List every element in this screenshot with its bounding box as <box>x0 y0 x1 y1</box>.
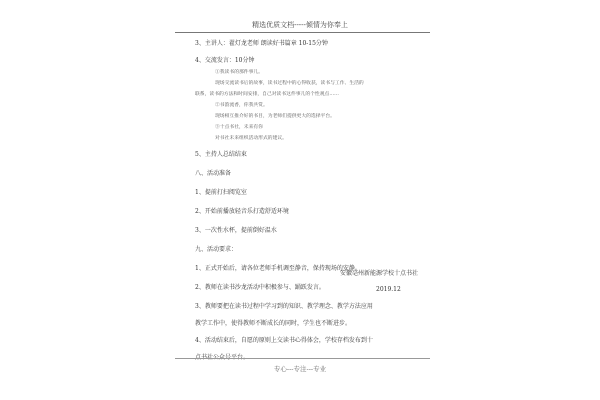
sub-item-1: ①我读书的那件事儿。 <box>215 70 263 75</box>
requirement-3-line-2: 教学工作中，使得教师不断成长的同时，学生也不断进步。 <box>195 320 352 327</box>
page-header: 精选优质文档-----倾情为你奉上 <box>252 21 348 29</box>
signature-date: 2019.12 <box>376 286 401 293</box>
item-4-discussion: 4、交流发言：10分钟 <box>195 57 255 64</box>
footer-divider <box>175 358 430 359</box>
signature-org: 安徽亳州新能源学校十点书社 <box>340 270 419 277</box>
sub-item-2-desc: 现场相互推介好的书目，为老师们提供更大的选择平台。 <box>215 114 335 119</box>
requirement-1: 1、正式开始后，请各位老师手机调至静音，保持现场的安静。 <box>195 265 361 272</box>
section-9-heading: 九、活动要求： <box>195 246 238 253</box>
requirement-3-line-1: 3、教师要把在读书过程中学习到的知识、教学理念、教学方法应用 <box>195 303 373 310</box>
page-footer: 专心---专注---专业 <box>273 365 327 373</box>
sub-item-2: ②书韵流香，你我共赏。 <box>215 103 268 108</box>
prep-item-1: 1、提前打扫阅览室 <box>195 189 247 196</box>
prep-item-3: 3、一次性水杯，提前倒好温水 <box>195 227 277 234</box>
item-5-closing: 5、主持人总结结束 <box>195 151 247 158</box>
header-divider <box>175 32 430 33</box>
sub-item-1-desc-2: 联系，读书的方法和时间安排，自己对读书这件事儿的个性观点…… <box>195 92 339 97</box>
requirement-4-line-2: 点书社公众号平台。 <box>195 354 250 361</box>
requirement-4-line-1: 4、活动结束后，自愿的原则上交读书心得体会，学校存档发布到十 <box>195 337 373 344</box>
requirement-2: 2、教师在读书沙龙活动中积极参与、踊跃发言。 <box>195 284 325 291</box>
item-3-speaker: 3、主讲人：翟灯龙老师 朗读好书篇章 10-15分钟 <box>195 40 328 47</box>
sub-item-3-desc: 对书社未来组织活动形式的建议。 <box>215 136 287 141</box>
sub-item-3: ③十点书社，未来有你 <box>215 125 263 130</box>
sub-item-1-desc-1: 现场交流读书后的故事，读书过程中的心得收获，读书与工作、生活的 <box>215 81 364 86</box>
section-8-heading: 八、活动准备 <box>195 170 232 177</box>
prep-item-2: 2、开始前播放轻音乐打造舒适环境 <box>195 208 289 215</box>
